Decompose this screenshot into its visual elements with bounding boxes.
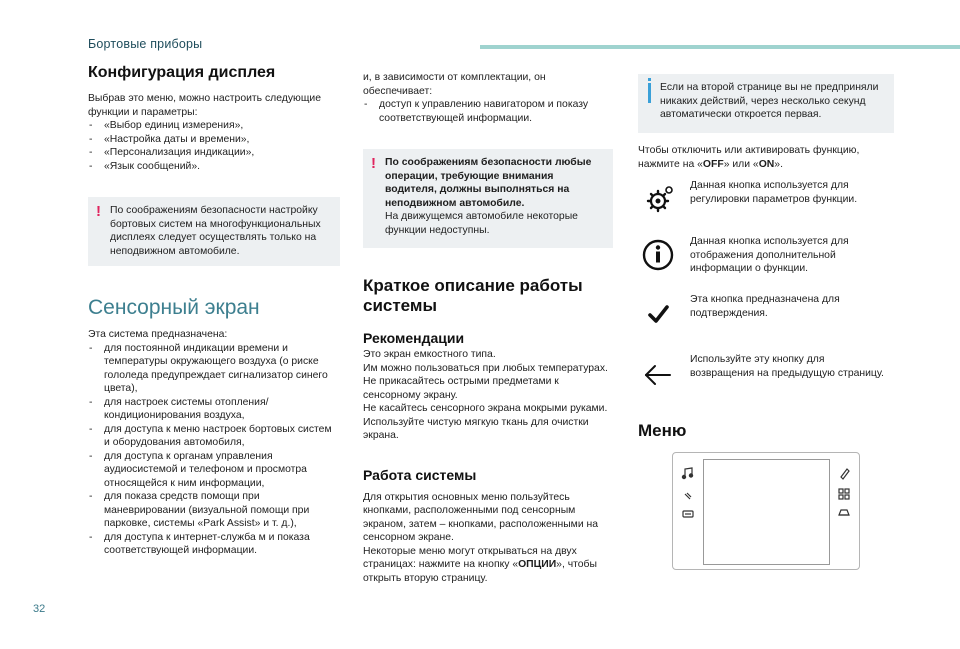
column-left [88,64,340,558]
safety-warning-box [88,197,340,266]
display-config-title: Конфигурация дисплея [88,64,276,81]
driving-warning-bold: По соображениям безопасности любые операции, требующие внимания водителя, должны выполняться на неподвижном автомобиле. [385,157,592,209]
info-icon-description: Данная кнопка используется для отображения дополнительной информации о функции. [690,236,849,274]
menu-title: Меню [638,421,687,440]
recommendation-line: Используйте чистую мягкую ткань для очистки экрана. [363,416,589,441]
list-item: - доступ к управлению навигатором и показу соответствующей информации. [363,98,613,125]
display-config-intro: Выбрав это меню, можно настроить следующие функции и параметры: [88,93,321,118]
list-item: - для доступа к меню настроек бортовых систем и оборудования автомобиля, [88,423,340,450]
icon-row-confirm [638,293,894,349]
info-circle-icon [638,235,678,275]
info-text: Если на второй странице вы не предприняли никаких действий, через несколько секунд автоматически откроется первая. [660,82,879,120]
back-arrow-icon [638,353,678,393]
touchscreen-title: Сенсорный экран [88,296,260,319]
list-item: - для показа средств помощи при маневрировании (визуальной помощи при парковке, системы «Park Assist» и т. д.), [88,490,340,531]
list-item: - «Язык сообщений». [88,160,340,174]
touchscreen-list [88,342,340,558]
recommendation-line: Не касайтесь сенсорного экрана мокрыми руками. [363,403,608,414]
equipment-list [363,98,613,125]
driving-warning-text: На движущемся автомобиле некоторые функции недоступны. [385,211,578,236]
operation-title: Работа системы [363,466,477,483]
off-label: OFF [702,158,724,170]
list-item: - для доступа к органам управления аудиосистемой и телефоном и просмотра относящейся к ним информации, [88,450,340,491]
column-right [638,74,894,449]
chapter-header: Бортовые приборы [88,37,203,51]
back-icon-description: Используйте эту кнопку для возвращения на предыдущую страницу. [690,354,884,379]
touchscreen-illustration [672,452,860,570]
confirm-icon-description: Эта кнопка предназначена для подтверждения. [690,294,840,319]
info-box [638,74,894,133]
toggle-text: Чтобы отключить или активировать функцию, нажмите на «OFF» или «ON». [638,145,860,170]
safety-warning-text: По соображениям безопасности настройку бортовых систем на многофункциональных дисплеях следует осуществлять только на неподвижном автомобиле. [110,205,321,257]
list-item: - «Настройка даты и времени», [88,133,340,147]
options-button-label: ОПЦИИ [518,559,557,570]
list-item: - «Выбор единиц измерения», [88,119,340,133]
warning-exclamation-icon: ! [96,203,101,220]
recommendation-line: Это экран емкостного типа. [363,349,496,360]
warning-exclamation-icon: ! [371,155,376,172]
list-item: - для постоянной индикации времени и температуры окружающего воздуха (о риске гололеда предупреждает сигнализатор синего цвета), [88,342,340,396]
page-number: 32 [33,603,46,615]
icon-row-back [638,353,894,409]
info-icon [648,78,651,81]
right-menu-icons [837,467,851,527]
icon-row-info [638,235,894,289]
header-divider [480,45,960,49]
touchscreen-intro: Эта система предназначена: [88,329,228,340]
operation-text: Для открытия основных меню пользуйтесь кнопками, расположенными под сенсорным экраном, затем – кнопками, расположенными на сенсорном экране. [363,491,599,543]
overview-title: Краткое описание работы системы [363,276,583,315]
recommendation-line: Им можно пользоваться при любых температурах. [363,362,608,374]
icon-row-settings [638,179,894,229]
list-item: - для настроек системы отопления/кондиционирования воздуха, [88,396,340,423]
driving-warning-box [363,149,613,248]
column-middle [363,71,613,585]
operation-options-text: Некоторые меню могут открываться на двух страницах: нажмите на кнопку «ОПЦИИ», чтобы открыть вторую страницу. [363,545,597,584]
equipment-intro: и, в зависимости от комплектации, он обеспечивает: [363,72,546,97]
list-item: - «Персонализация индикации», [88,146,340,160]
recommendation-line: Не прикасайтесь острыми предметами к сенсорному экрану. [363,376,559,401]
on-label: ON [758,158,775,170]
touchscreen-display [703,459,830,565]
list-item: - для доступа к интернет-служба м и показа соответствующей информации. [88,531,340,558]
settings-gear-icon [638,179,678,219]
checkmark-icon [638,293,678,333]
display-config-list [88,119,340,173]
recommendations-title: Рекомендации [363,330,465,346]
settings-icon-description: Данная кнопка используется для регулировки параметров функции. [690,180,858,205]
left-menu-icons [681,467,695,527]
